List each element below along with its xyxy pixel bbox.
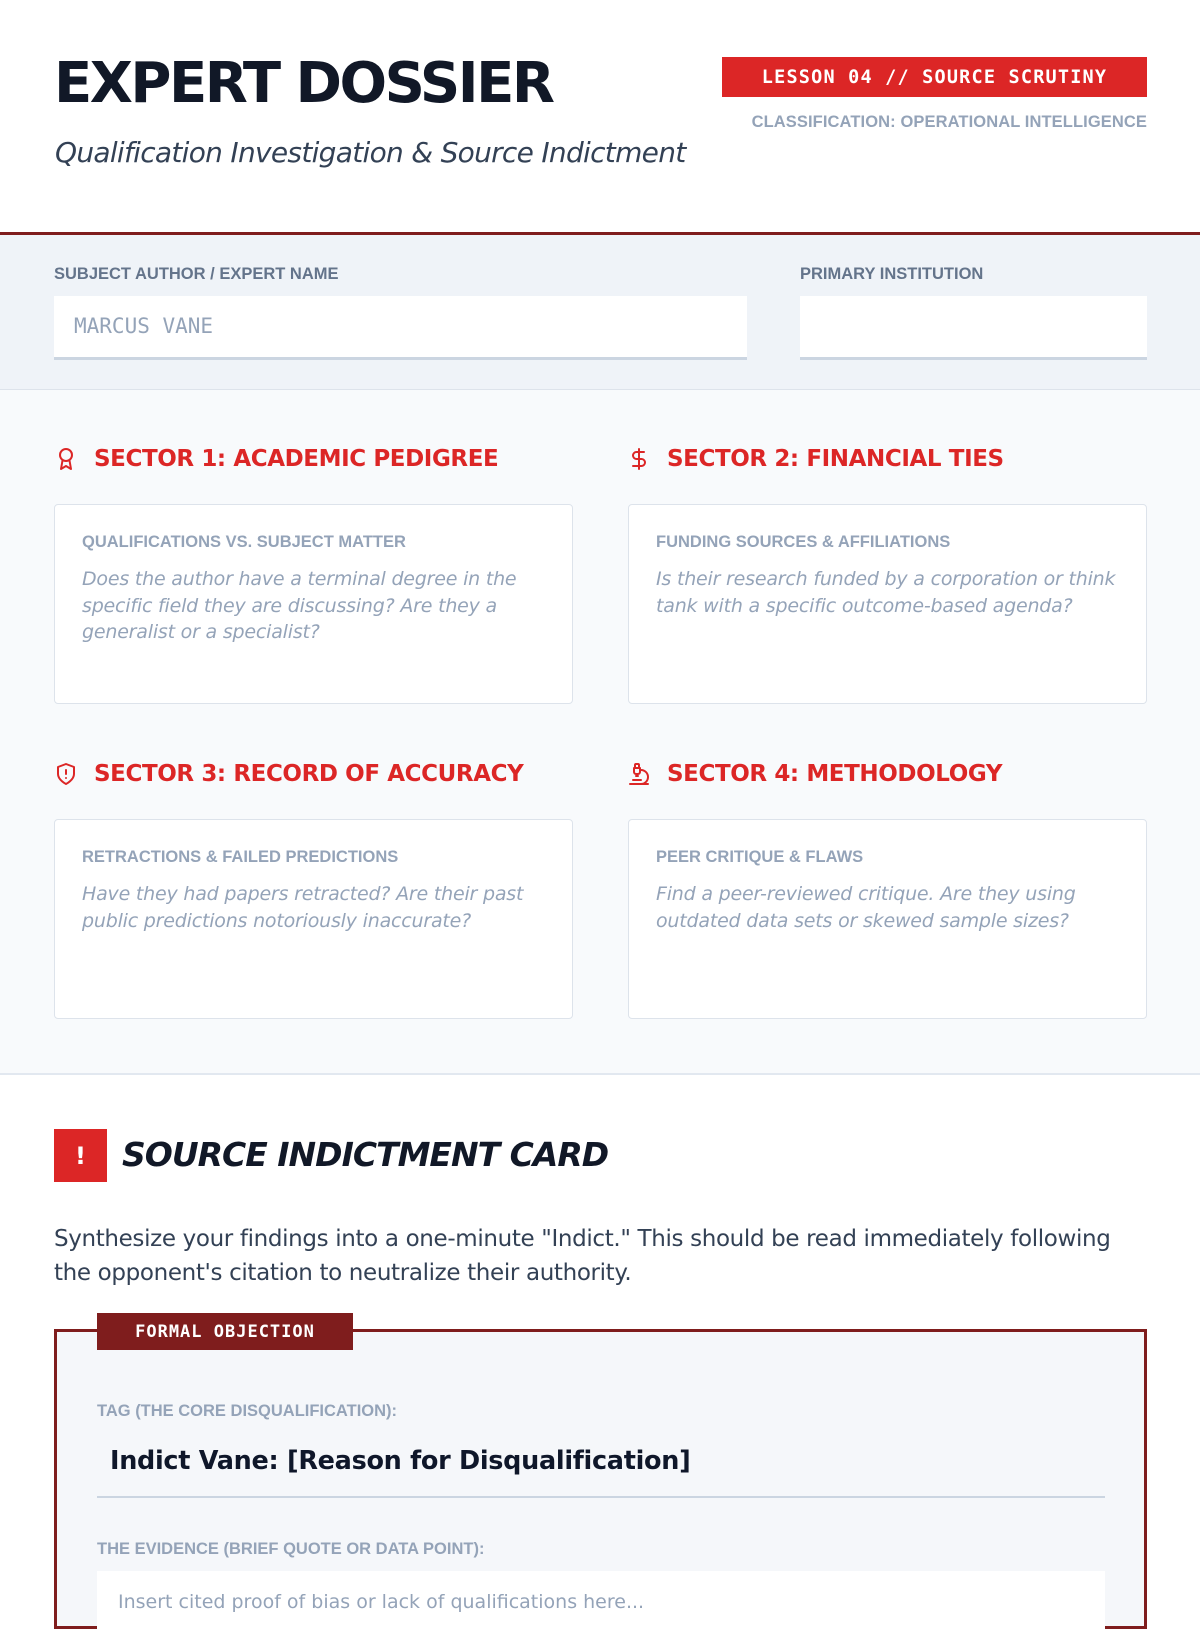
- tag-input[interactable]: Indict Vane: [Reason for Disqualification]: [97, 1432, 1105, 1498]
- page-subtitle: Qualification Investigation & Source Indictment: [55, 136, 686, 169]
- sector-2-heading: [627, 446, 1004, 472]
- sector-1-title: SECTOR 1: ACADEMIC PEDIGREE: [94, 446, 499, 472]
- sector-2-card[interactable]: [628, 504, 1147, 704]
- dollar-icon: [627, 447, 651, 471]
- formal-objection-tab: FORMAL OBJECTION: [97, 1313, 353, 1350]
- sector-3-title: SECTOR 3: RECORD OF ACCURACY: [94, 761, 524, 787]
- tag-label: TAG (THE CORE DISQUALIFICATION):: [97, 1402, 398, 1420]
- institution-input[interactable]: [800, 296, 1147, 360]
- sector-4-title: SECTOR 4: METHODOLOGY: [667, 761, 1003, 787]
- alert-icon: !: [54, 1129, 107, 1182]
- lesson-badge: LESSON 04 // SOURCE SCRUTINY: [722, 57, 1147, 97]
- award-icon: [54, 447, 78, 471]
- institution-field-label: PRIMARY INSTITUTION: [800, 265, 984, 283]
- sector-2-prompt: Is their research funded by a corporation or think tank with a specific outcome-based agenda?: [656, 568, 1116, 617]
- sector-3-card-label: RETRACTIONS & FAILED PREDICTIONS: [82, 848, 399, 866]
- sector-2-title: SECTOR 2: FINANCIAL TIES: [667, 446, 1004, 472]
- indictment-description: Synthesize your findings into a one-minute "Indict." This should be read immediately following the opponent's citation to neutralize their authority.: [54, 1226, 1111, 1286]
- sectors-grid: [0, 390, 1200, 1075]
- microscope-icon: [627, 762, 651, 786]
- sector-4-heading: [627, 761, 1002, 787]
- evidence-input[interactable]: Insert cited proof of bias or lack of qualifications here...: [97, 1571, 1105, 1631]
- sector-4-card[interactable]: [628, 819, 1147, 1019]
- sector-1-prompt: Does the author have a terminal degree in the specific field they are discussing? Are they a generalist or a specialist?: [82, 568, 517, 643]
- sector-4-card-label: PEER CRITIQUE & FLAWS: [656, 848, 864, 866]
- sector-3-prompt: Have they had papers retracted? Are their past public predictions notoriously inaccurate?: [82, 883, 524, 932]
- sector-1-card-label: QUALIFICATIONS VS. SUBJECT MATTER: [82, 533, 406, 551]
- subject-fields: [0, 235, 1200, 390]
- classification-label: CLASSIFICATION: OPERATIONAL INTELLIGENCE: [751, 113, 1147, 131]
- author-name-input[interactable]: MARCUS VANE: [54, 296, 747, 360]
- sector-1-card[interactable]: [54, 504, 573, 704]
- sector-2-card-label: FUNDING SOURCES & AFFILIATIONS: [656, 533, 951, 551]
- shield-alert-icon: [54, 762, 78, 786]
- sector-1-heading: [54, 446, 498, 472]
- sector-3-heading: [54, 761, 523, 787]
- evidence-label: THE EVIDENCE (BRIEF QUOTE OR DATA POINT):: [97, 1540, 485, 1558]
- sector-4-prompt: Find a peer-reviewed critique. Are they using outdated data sets or skewed sample sizes?: [656, 883, 1076, 932]
- author-field-label: SUBJECT AUTHOR / EXPERT NAME: [54, 265, 339, 283]
- indictment-title: SOURCE INDICTMENT CARD: [122, 1135, 609, 1174]
- sector-3-card[interactable]: [54, 819, 573, 1019]
- page-title: EXPERT DOSSIER: [54, 51, 553, 116]
- dossier-header: [0, 0, 1200, 235]
